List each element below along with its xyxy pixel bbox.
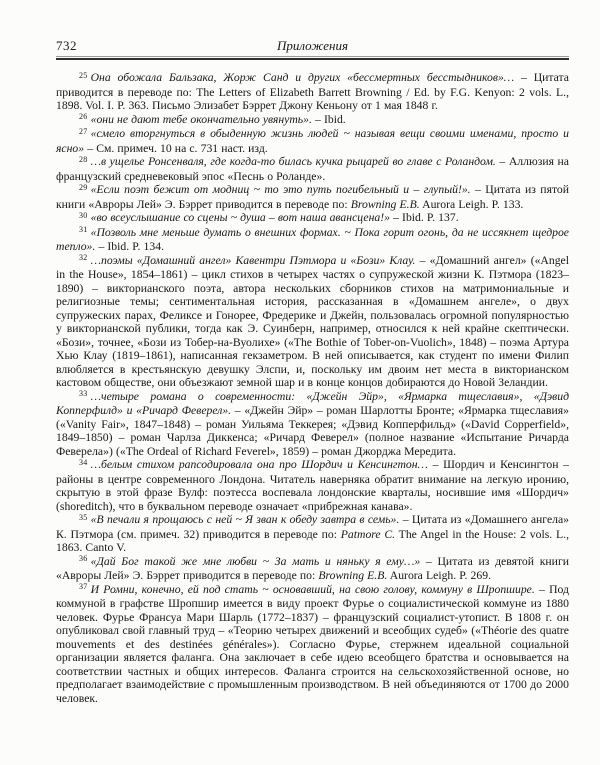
footnote-text-segment: …поэмы «Домашний ангел» Кавентри Пэтмора и «Бози» Клау. bbox=[90, 253, 416, 267]
header-rule bbox=[56, 56, 569, 60]
footnote-31 bbox=[56, 226, 569, 254]
footnote-text-segment: Browning E.B. bbox=[318, 569, 388, 582]
footnote-text-segment: Aurora Leigh. P. 133. bbox=[419, 197, 524, 211]
footnote-number: 26 bbox=[79, 112, 88, 121]
footnote-text-segment: «Позволь мне меньше думать о внешних формах. ~ Пока горит огонь, да не иссякнет щедрое тепло». bbox=[56, 225, 569, 253]
footnote-text-segment: «Дай Бог такой же мне любви ~ За мать и няньку я ему…» bbox=[90, 554, 421, 568]
footnote-text-segment: «Если поэт бежит от модниц ~ то это путь погибельный и – глупый!». bbox=[90, 183, 471, 196]
footnote-number: 37 bbox=[79, 582, 88, 591]
footnote-number: 32 bbox=[79, 253, 88, 262]
footnote-text-segment: Browning E.B. bbox=[350, 197, 420, 211]
footnote-text-segment: …в ущелье Ронсенваля, где когда-то билась кучка рыцарей во главе с Роландом. bbox=[90, 155, 496, 168]
footnote-35 bbox=[56, 513, 569, 555]
footnote-number: 31 bbox=[79, 225, 88, 234]
footnote-number: 27 bbox=[79, 126, 88, 136]
footnote-30 bbox=[56, 211, 569, 226]
footnote-25 bbox=[56, 71, 569, 113]
footnote-27 bbox=[56, 127, 569, 155]
footnote-text-segment: Aurora Leigh. P. 269. bbox=[387, 569, 491, 582]
footnote-text-segment: …четыре романа о современности: «Джейн Эйр», «Ярмарка тщеславия», «Дэвид Копперфилд» и «Ричард Феверел». bbox=[56, 389, 569, 417]
footnote-text-segment: …белым стихом рапсодировала она про Шордич и Кенсингтон… bbox=[90, 458, 428, 471]
footnote-text-segment: – Цитата приводится в переводе по: The Letters of Elizabeth Barrett Browning / Ed. by F.G. Kenyon: 2 vols. L., 1898. Vol. I. P. 363. Письмо Элизабет Бэррет Джону Кеньону от 1 мая 1848 г. bbox=[56, 71, 569, 112]
footnote-26 bbox=[56, 113, 569, 128]
footnote-number: 25 bbox=[79, 70, 88, 80]
footnote-text-segment: – Аллюзия на французский средневековый эпос «Песнь о Роланде». bbox=[56, 155, 569, 183]
footnote-text-segment: – «Домашний ангел» («Angel in the House», 1854–1861) – цикл стихов в четырех частях о супружеской жизни К. Пэтмора (1823–1890) – викторианского поэта, автора нескольких сборников стихов на матримониальные и религиозные темы; сентиментальная история, рассказанная в «Домашнем ангеле», о двух супружеских парах, Феликсе и Гонорее, Фредерике и Джейн, пользовалась огромной популярностью у викторианской публики, тогда как Э. Суинберн, например, относился к ней крайне скептически. «Бози», точнее, «Бози из Тобер-на-Вуолихе» («The Bothie of Tober-on-Vuolich», 1848) – поэма Артура Хью Клау (1819–1861), написанная гекзаметром. В ней описывается, как студент по имени Филип влюбляется в крестьянскую девушку Элспи, и, поскольку им двоим нет места в викторианском кастовом обществе, они объезжают земной шар и в конце концов добираются до Новой Зеландии. bbox=[56, 253, 569, 389]
footnote-34 bbox=[56, 458, 569, 513]
footnote-36 bbox=[56, 555, 569, 583]
page-number: 732 bbox=[56, 38, 77, 53]
endnotes-section bbox=[56, 71, 569, 705]
footnote-text-segment: Patmore C. bbox=[340, 527, 396, 541]
running-title: Приложения bbox=[276, 38, 349, 53]
footnote-text-segment: – Цитата из «Домашнего ангела» К. Пэтмора (см. примеч. 32) приводится в переводе по: bbox=[56, 513, 569, 541]
footnote-37 bbox=[56, 583, 569, 706]
footnote-text-segment: – Ibid. P. 137. bbox=[389, 211, 459, 224]
footnote-text-segment: «они не дают тебе окончательно увянуть». bbox=[90, 112, 312, 126]
footnote-28 bbox=[56, 155, 569, 183]
footnote-text-segment: «В печали я прощаюсь с ней ~ Я зван к обеду завтра в семь». bbox=[90, 513, 400, 526]
footnote-number: 33 bbox=[79, 389, 88, 398]
footnote-29 bbox=[56, 183, 569, 211]
footnote-text-segment: «во всеуслышание со сцены ~ душа – вот наша авансцена!» bbox=[90, 211, 390, 224]
footnote-text-segment: – Ibid. bbox=[311, 112, 346, 126]
footnote-32 bbox=[56, 254, 569, 390]
footnote-text-segment: – Под коммуной в графстве Шропшир имеется в виду проект Фурье о социалистической коммуне из 1880 человек. Фурье Франсуа Мари Шарль (1772–1837) – французский социалист-утопист. В 1808 г. он опубликовал свой главный труд – «Теорию четырех движений и всеобщих судеб» («Théorie des quatre mouvements et des destinées générales»). Согласно Фурье, стержнем идеальной социальной организации является фаланга. Она заключает в себе идею всеобщего братства и основывается на соответствии частных и общих интересов. Фаланга строится на сельскохозяйственной основе, но предполагает взаимодействие с промышленным производством. В ней объединяются от 1700 до 2000 человек. bbox=[56, 582, 569, 705]
footnote-number: 29 bbox=[79, 182, 88, 192]
footnote-text-segment: – «Джейн Эйр» – роман Шарлотты Бронте; «Ярмарка тщеславия» («Vanity Fair», 1847–1848) – роман Уильяма Теккерея; «Дэвид Копперфильд» («David Copperfield», 1849–1850) – роман Чарлза Диккенса; «Ричард Феверел» (полное название «Испытание Ричарда Феверела») («The Ordeal of Richard Feverel», 1859) – роман Джорджа Мередита. bbox=[56, 404, 569, 458]
footnote-text-segment: The Angel in the House: 2 vols. L., 1863. Canto V. bbox=[56, 527, 569, 554]
text-block bbox=[56, 38, 569, 705]
footnote-33 bbox=[56, 390, 569, 459]
footnote-text-segment: – Цитата из пятой книги «Авроры Лей» Э. Бэррет приводится в переводе по: bbox=[56, 183, 569, 211]
footnote-number: 36 bbox=[79, 554, 88, 563]
footnote-number: 30 bbox=[79, 210, 88, 220]
footnote-number: 34 bbox=[79, 457, 88, 467]
running-head bbox=[56, 38, 569, 55]
footnote-text-segment: – Цитата из девятой книги «Авроры Лей» Э. Бэррет приводится в переводе по: bbox=[56, 554, 569, 582]
footnote-number: 28 bbox=[79, 154, 88, 164]
footnote-text-segment: – См. примеч. 10 на с. 731 наст. изд. bbox=[84, 141, 268, 155]
footnote-text-segment: «смело вторгнуться в обыденную жизнь людей ~ называя вещи своими именами, просто и ясно» bbox=[56, 127, 569, 155]
footnote-number: 35 bbox=[79, 512, 88, 522]
footnote-text-segment: Она обожала Бальзака, Жорж Санд и других «бессмертных бесстыдников»… bbox=[90, 71, 515, 84]
footnote-text-segment: – Ibid. P. 134. bbox=[95, 240, 164, 253]
footnote-text-segment: И Ромни, конечно, ей под стать ~ основавший, на свою голову, коммуну в Шропшире. bbox=[90, 582, 535, 596]
footnote-text-segment: – Шордич и Кенсингтон – районы в центре современного Лондона. Читатель наверняка обратит внимание на легкую иронию, скрытую в этой фразе Вулф: поэтесса воспевала лондонские кварталы, носившие имя «Шордич» (shoreditch), что в буквальном переводе означает «прибрежная канава». bbox=[56, 458, 569, 513]
